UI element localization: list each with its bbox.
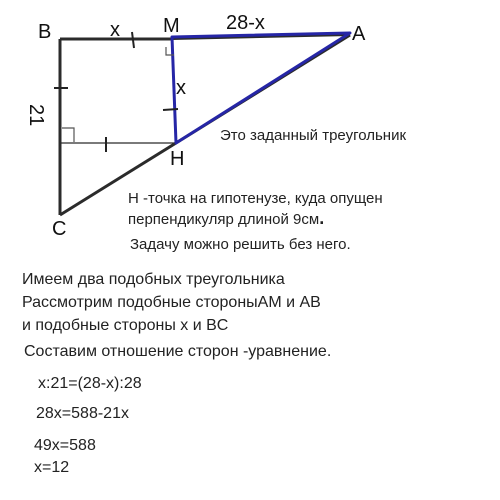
- note-without-it: Задачу можно решить без него.: [130, 236, 351, 253]
- vertex-label-c: C: [52, 218, 67, 240]
- segment-label-mh: x: [176, 77, 186, 99]
- equation-4: x=12: [34, 459, 70, 476]
- solution-line-4: Составим отношение сторон -уравнение.: [24, 343, 332, 360]
- tick-mh: [163, 109, 178, 110]
- segment-label-bc: 21: [25, 104, 47, 127]
- segment-label-ma: 28-x: [226, 12, 265, 34]
- equation-1: x:21=(28-x):28: [38, 375, 142, 392]
- right-angle-mark-bh: [62, 128, 74, 142]
- equation-3: 49x=588: [34, 437, 96, 454]
- solution-line-2: Рассмотрим подобные стороныAM и AB: [22, 294, 321, 311]
- tick-bm: [132, 32, 134, 48]
- equation-2: 28x=588-21x: [36, 405, 129, 422]
- segment-label-bm: x: [110, 19, 120, 41]
- note-h-point-line2: [128, 208, 324, 229]
- solution-line-1: Имеем два подобных треугольника: [22, 271, 285, 288]
- note-h-point-line1: H -точка на гипотенузе, куда опущен: [128, 190, 383, 207]
- vertex-label-b: B: [38, 21, 52, 43]
- note-h-point-dot: .: [319, 208, 325, 228]
- solution-line-3: и подобные стороны x и BC: [22, 317, 229, 334]
- note-given-triangle: Это заданный треугольник: [220, 127, 407, 144]
- vertex-label-h: H: [170, 148, 185, 170]
- vertex-label-a: A: [352, 23, 366, 45]
- note-h-point-line2-text: перпендикуляр длиной 9см: [128, 211, 320, 228]
- vertex-label-m: M: [163, 15, 180, 37]
